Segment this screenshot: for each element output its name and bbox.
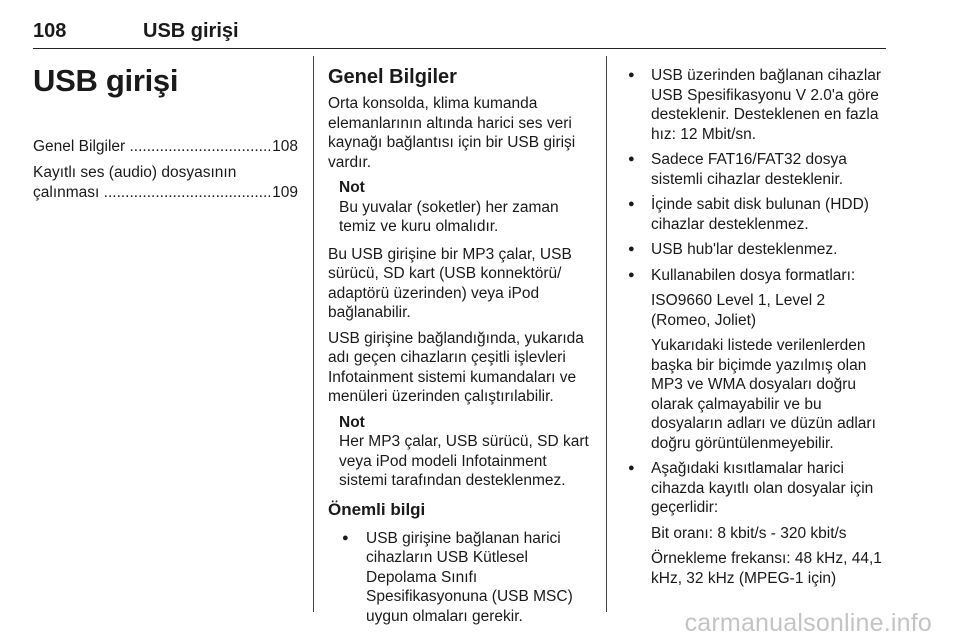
toc-entry-label: Genel Bilgiler ..... — [33, 137, 270, 157]
list-item: ● USB hub'lar desteklenmez. — [624, 240, 888, 260]
paragraph: Orta konsolda, klima kumanda elemanlarının altında harici ses veri kaynağı bağlantısı için bir USB girişi vardır. — [328, 95, 576, 171]
list-item-text: ● Kullanabilen dosya formatları: — [651, 266, 856, 284]
list-item-text: Bit oranı: 8 kbit/s - 320 kbit/s — [651, 524, 847, 542]
list-item-text: Örnekleme frekansı: 48 kHz, 44,1 kHz, 32 kHz (MPEG-1 için) — [651, 550, 882, 587]
page-header — [33, 18, 886, 49]
page-number: 108 — [33, 20, 67, 42]
list-item: ● İçinde sabit disk bulunan (HDD) cihazlar desteklenmez. — [624, 195, 888, 234]
list-item — [624, 459, 888, 588]
content-column-general — [328, 54, 593, 632]
toc-entry-label: çalınması ..... — [33, 183, 270, 203]
note-box — [339, 413, 593, 491]
toc-entry-page: 109 — [272, 184, 298, 201]
column-divider — [313, 56, 314, 612]
subsection-heading: Önemli bilgi — [328, 499, 426, 519]
paragraph: USB girişine bağlandığında, yukarıda adı geçen cihazların çeşitli işlevleri Infotainment sistemi kumandaları ve menüleri üzerinden çalıştırılabilir. — [328, 329, 584, 405]
section-heading: Genel Bilgiler — [328, 66, 457, 88]
header-section-title: USB girişi — [143, 20, 239, 42]
note-text: Bu yuvalar (soketler) her zaman temiz ve kuru olmalıdır. — [339, 198, 559, 235]
note-title: Not — [339, 413, 365, 431]
toc-entry[interactable] — [33, 163, 298, 203]
list-item-text: Yukarıdaki listede verilenlerden başka bir biçimde yazılmış olan MP3 ve WMA dosyaları doğru olarak çalmayabilir ve bu dosyaların adları ve düzün adları doğru görüntülenmeyebilir. — [651, 337, 876, 452]
list-item: ● USB girişine bağlanan harici cihazların USB Kütlesel Depolama Sınıfı Spesifikasyonuna (USB MSC) uygun olmaları gerekir. — [328, 529, 593, 627]
list-item — [624, 266, 888, 454]
column-divider — [606, 56, 607, 612]
list-item-text: ISO9660 Level 1, Level 2 (Romeo, Joliet) — [651, 292, 826, 329]
list-item: ● Sadece FAT16/FAT32 dosya sistemli cihazlar desteklenir. — [624, 150, 888, 189]
toc-entry-page: 108 — [272, 138, 298, 155]
note-text: Her MP3 çalar, USB sürücü, SD kart veya iPod modeli Infotainment sistemi tarafından desteklenmez. — [339, 433, 589, 489]
bullet-list — [328, 529, 593, 627]
chapter-title: USB girişi — [33, 63, 179, 98]
note-box — [339, 178, 593, 237]
paragraph: Bu USB girişine bir MP3 çalar, USB sürücü, SD kart (USB konnektörü/ adaptörü üzerinden) veya iPod bağlanabilir. — [328, 245, 572, 321]
content-column-details — [624, 54, 888, 594]
watermark: carmanualsonline.info — [684, 609, 932, 637]
list-item-text: ● Aşağıdaki kısıtlamalar harici cihazda kayıtlı olan dosyalar için geçerlidir: — [651, 460, 874, 516]
toc-entry-label: Kayıtlı ses (audio) dosyasının — [33, 164, 237, 181]
note-title: Not — [339, 179, 365, 196]
toc-column — [33, 54, 298, 203]
list-item: ● USB üzerinden bağlanan cihazlar USB Spesifikasyonu V 2.0'a göre desteklenir. Desteklenen en fazla hız: 12 Mbit/sn. — [624, 66, 888, 144]
bullet-list — [624, 66, 888, 588]
toc-entry[interactable] — [33, 137, 298, 157]
